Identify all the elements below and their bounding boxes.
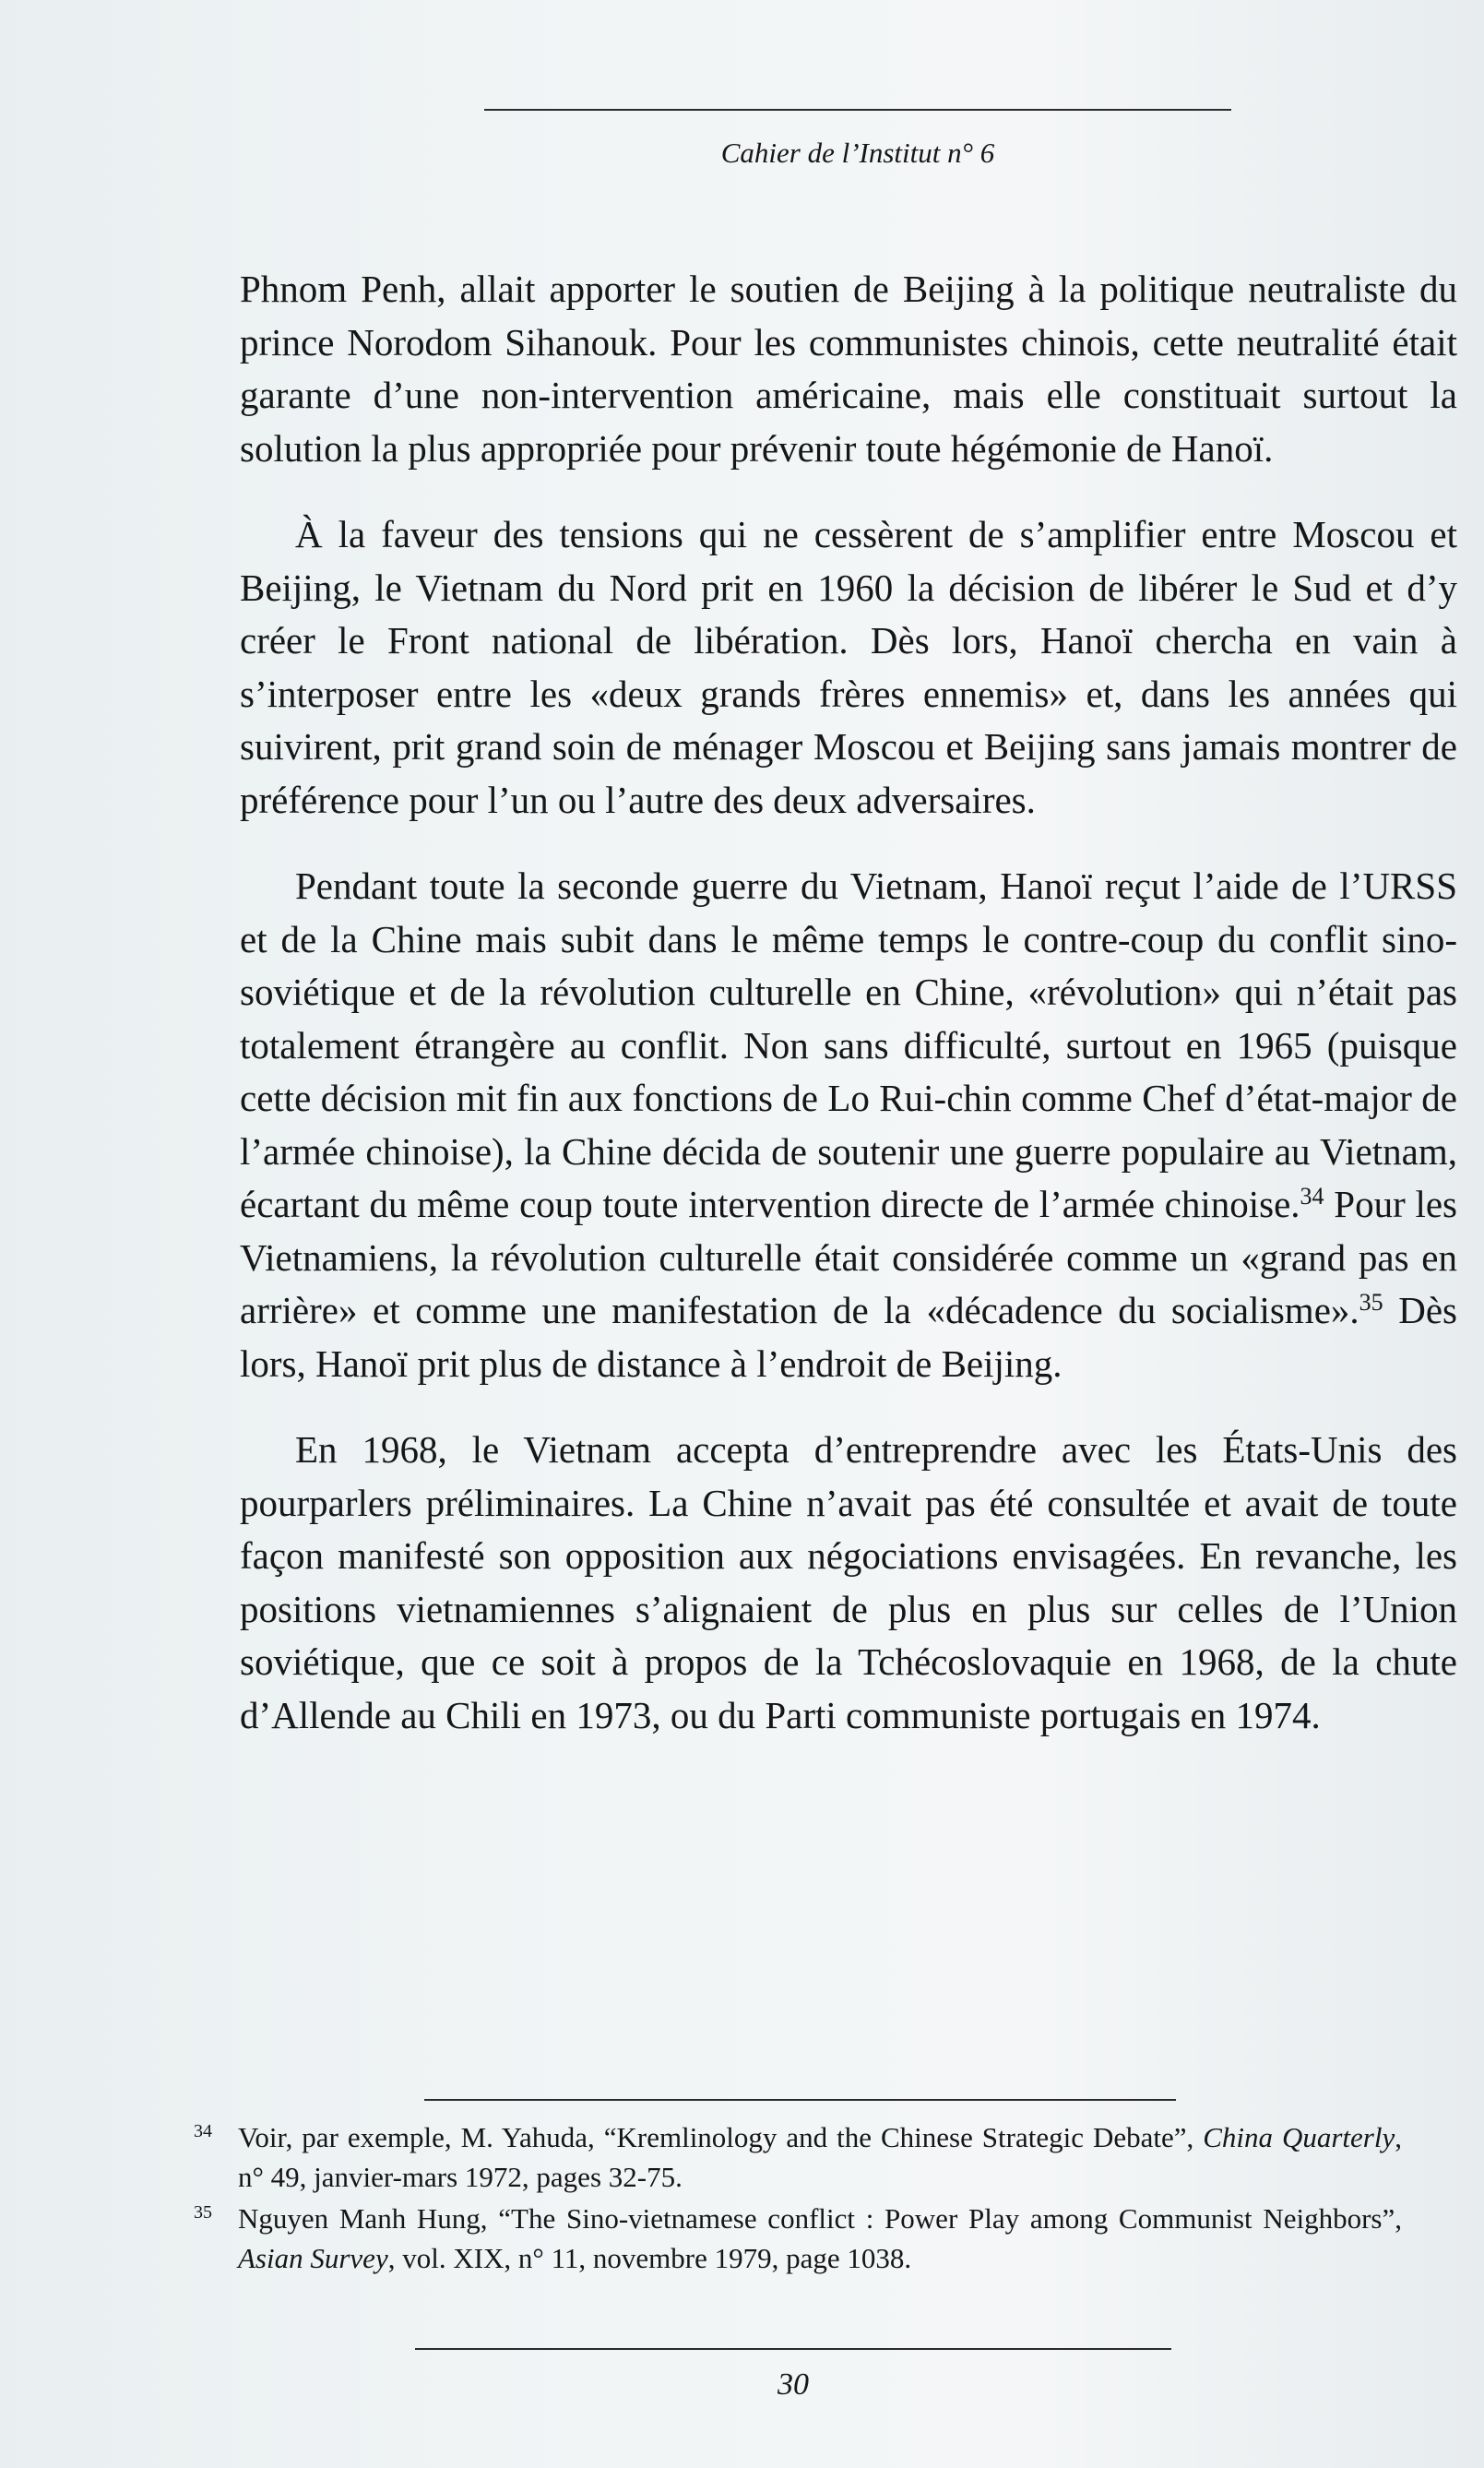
paragraph-3-part-2: Pour les Vietnamiens, la révolution culturelle était considérée comme un «grand pas en arrière» et comme une manifestation de la «décadence du socialisme». xyxy=(240,1183,1458,1331)
body-text xyxy=(240,263,1457,1775)
paragraph-1: Phnom Penh, allait apporter le soutien de Beijing à la politique neutraliste du prince Norodom Sihanouk. Pour les communistes chinois, cette neutralité était garante d’une non-intervention américaine, mais elle constituait surtout la solution la plus appropriée pour prévenir toute hégémonie de Hanoï. xyxy=(240,268,1457,470)
journal-title: Asian Survey xyxy=(238,2242,388,2274)
paragraph-3-part-1: Pendant toute la seconde guerre du Vietnam, Hanoï reçut l’aide de l’URSS et de la Chine mais subit dans le même temps le contre-coup du conflit sino-soviétique et de la révolution culturelle en Chine, «révolution» qui n’était pas totalement étrangère au conflit. Non sans difficulté, surtout en 1965 (puisque cette décision mit fin aux fonctions de Lo Rui-chin comme Chef d’état-major de l’armée chinoise), la Chine décida de soutenir une guerre populaire au Vietnam, écartant du même coup toute intervention directe de l’armée chinoise. xyxy=(240,864,1457,1225)
footnote-text: , n° 49, janvier-mars 1972, pages 32-75. xyxy=(238,2121,1402,2193)
footnote-rule xyxy=(424,2099,1176,2101)
paragraph-3 xyxy=(240,860,1457,1390)
footnote-ref-35[interactable]: 35 xyxy=(1359,1289,1383,1316)
running-title: Cahier de l’Institut n° 6 xyxy=(720,137,995,169)
footnote-text: Voir, par exemple, M. Yahuda, “Kremlinology and the Chinese Strategic Debate”, xyxy=(238,2121,1204,2153)
footnote-35 xyxy=(194,2199,1402,2278)
journal-title: China Quarterly xyxy=(1203,2121,1395,2153)
bottom-rule xyxy=(415,2348,1171,2350)
page-number: 30 xyxy=(778,2367,809,2402)
footnote-34 xyxy=(194,2117,1402,2197)
paragraph-4: En 1968, le Vietnam accepta d’entreprendre avec les États-Unis des pourparlers préliminaires. La Chine n’avait pas été consultée et avait de toute façon manifesté son opposition aux négociations envisagées. En revanche, les positions vietnamiennes s’alignaient de plus en plus sur celles de l’Union soviétique, que ce soit à propos de la Tchécoslovaquie en 1968, de la chute d’Allende au Chili en 1973, ou du Parti communiste portugais en 1974. xyxy=(240,1428,1457,1736)
footnote-number: 34 xyxy=(194,2121,212,2141)
footnote-text: , vol. XIX, n° 11, novembre 1979, page 1038. xyxy=(387,2242,912,2274)
footnote-ref-34[interactable]: 34 xyxy=(1300,1183,1324,1210)
paragraph-2: À la faveur des tensions qui ne cessèrent de s’amplifier entre Moscou et Beijing, le Vietnam du Nord prit en 1960 la décision de libérer le Sud et d’y créer le Front national de libération. Dès lors, Hanoï chercha en vain à s’interposer entre les «deux grands frères ennemis» et, dans les années qui suivirent, prit grand soin de ménager Moscou et Beijing sans jamais montrer de préférence pour l’un ou l’autre des deux adversaires. xyxy=(240,513,1457,821)
footnote-number: 35 xyxy=(194,2202,212,2223)
header-rule xyxy=(484,109,1231,111)
paragraph-3-part-3: Dès lors, Hanoï prit plus de distance à l’endroit de Beijing. xyxy=(240,1289,1458,1385)
footnote-text: Nguyen Manh Hung, “The Sino-vietnamese conflict : Power Play among Communist Neighbors”, xyxy=(238,2202,1402,2235)
footnotes xyxy=(194,2117,1402,2280)
